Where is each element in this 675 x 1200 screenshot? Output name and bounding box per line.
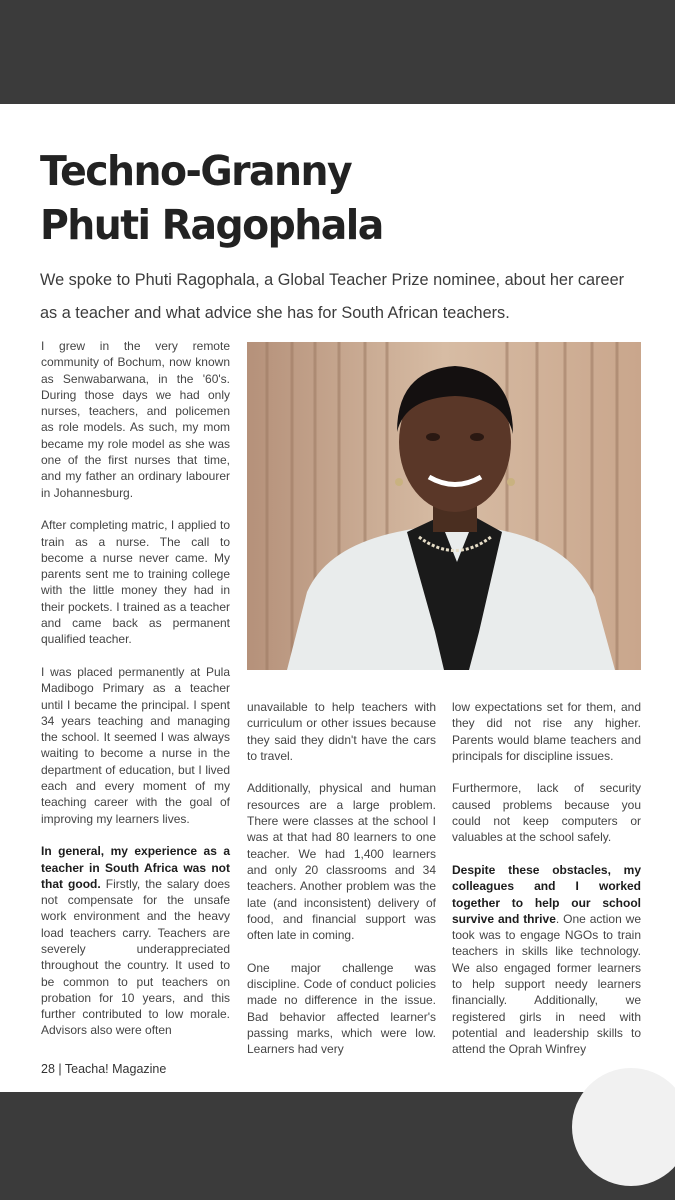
paragraph: unavailable to help teachers with curriculum or other issues because they said they didn't have the cars to travel. — [247, 700, 436, 763]
paragraph: One major challenge was discipline. Code of conduct policies made no difference in the issue. Bad behavior affected learner's passing marks, which were low. Learners had very — [247, 960, 436, 1057]
text-column-1 — [41, 338, 230, 1055]
article-subtitle: We spoke to Phuti Ragophala, a Global Teacher Prize nominee, about her career as a teacher and what advice she has for South African teachers. — [40, 271, 625, 322]
paragraph-text: . One action we took was to engage NGOs to train teachers in skills like technology. We also engaged former learners to help support needy learners financially. Additionally, we registered girls in need with potential and leadership skills to attend the Oprah Winfrey — [452, 911, 641, 1057]
paragraph: I grew in the very remote community of Bochum, now known as Senwabarwana, in the '60's. During those days we had only nurses, teachers, and policemen as role models. As such, my mom became my role model as she was one of the first nurses that time, and my father an ordinary labourer in Johannesburg. — [41, 339, 230, 500]
bold-lead: Despite these obstacles, my colleagues and I worked together to help our school survive and thrive — [452, 862, 641, 926]
bold-lead: In general, my experience as a teacher in South Africa was not that good. — [41, 844, 230, 891]
title-line-2: Phuti Ragophala — [40, 201, 383, 249]
paragraph: Furthermore, lack of security caused problems because you could not keep computers or valuables at the school safely. — [452, 781, 641, 845]
portrait-photo — [247, 342, 641, 670]
paragraph-text: Firstly, the salary does not compensate for the unsafe work environment and the heavy load teachers carry. Teachers are severely underappreciated throughout the country. It used to be common to put teachers on probation for 10 years, and this further contributed to low morale. Advisors also were often — [41, 876, 231, 1038]
paragraph: After completing matric, I applied to train as a nurse. The call to become a nurse never came. My parents sent me to training college with the little money they had in their pockets. I trained as a teacher and came back as permanent qualified teacher. — [41, 518, 230, 647]
text-column-3 — [452, 699, 641, 1074]
paragraph — [452, 862, 641, 1058]
text-column-2 — [247, 699, 436, 1074]
portrait-illustration — [247, 342, 641, 670]
title-line-1: Techno-Granny — [40, 147, 352, 195]
paragraph: low expectations set for them, and they did not rise any higher. Parents would blame teachers and principals for discipline issues. — [452, 700, 641, 763]
magazine-page — [0, 104, 675, 1092]
page-folio: 28 | Teacha! Magazine — [41, 1062, 167, 1076]
paragraph: I was placed permanently at Pula Madibogo Primary as a teacher until I became the principal. I spent 34 years teaching and managing the school. It seemed I was always waiting to become a nurse in the department of education, but I lived each and every moment of my teaching career with the goal of improving my learners lives. — [41, 664, 230, 826]
article-title — [40, 144, 616, 252]
paragraph — [41, 843, 230, 1039]
paragraph: Additionally, physical and human resources are a large problem. There were classes at the school I was at that had 80 learners to one teacher. We had 1,400 learners and only 20 classrooms and 34 teachers. Another problem was the late (and inconsistent) delivery of food, and financial support was often late in coming. — [247, 781, 436, 943]
decorative-circle — [572, 1068, 675, 1186]
